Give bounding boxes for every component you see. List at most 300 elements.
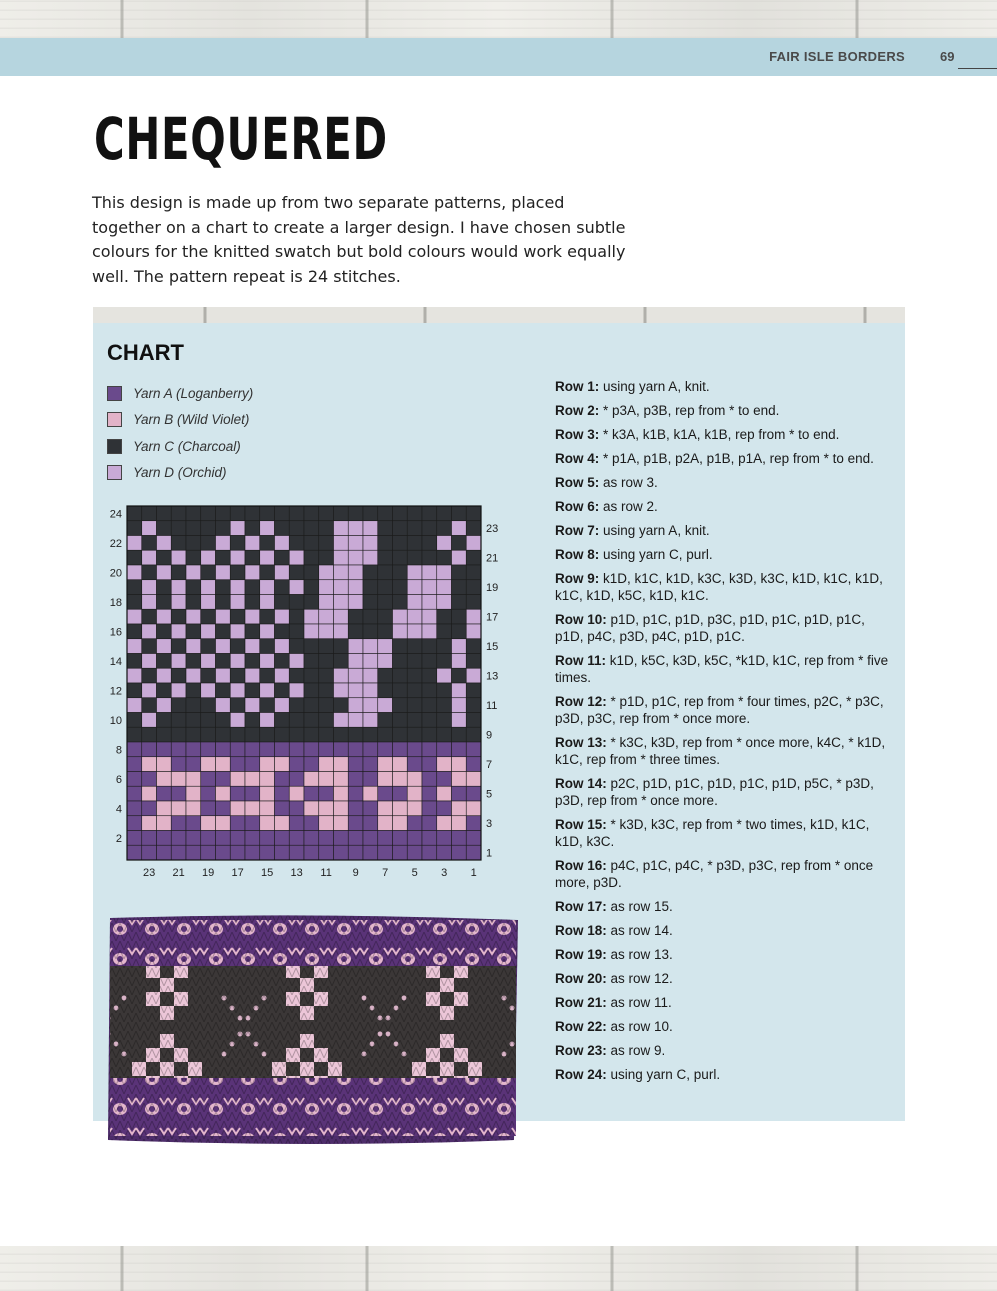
chart-cell (157, 683, 172, 698)
chart-cell (142, 713, 157, 728)
instruction-row (555, 474, 890, 491)
chart-cell (171, 727, 186, 742)
chart-cell (422, 639, 437, 654)
instruction-row-label: Row 21: (555, 995, 607, 1010)
chart-cell (157, 816, 172, 831)
chart-cell (363, 580, 378, 595)
instruction-row (555, 898, 890, 915)
chart-cell (142, 595, 157, 610)
chart-cell (127, 595, 142, 610)
chart-cell (466, 772, 481, 787)
chart-cell (171, 831, 186, 846)
chart-cell (304, 727, 319, 742)
chart-cell (422, 521, 437, 536)
column-label: 13 (290, 867, 303, 879)
chart-cell (393, 727, 408, 742)
chart-cell (452, 506, 467, 521)
chart-cell (201, 845, 216, 860)
instruction-row-label: Row 8: (555, 547, 600, 562)
chart-cell (378, 506, 393, 521)
chart-cell (378, 757, 393, 772)
chart-cell (378, 845, 393, 860)
chart-cell (304, 624, 319, 639)
chart-cell (157, 580, 172, 595)
instruction-row-text: as row 15. (606, 899, 673, 914)
chart-cell (466, 757, 481, 772)
chart-cell (289, 786, 304, 801)
chart-cell (363, 683, 378, 698)
chart-cell (437, 845, 452, 860)
chart-cell (216, 506, 231, 521)
chart-cell (334, 521, 349, 536)
instruction-row (555, 378, 890, 395)
chart-cell (245, 565, 260, 580)
chart-cell (422, 786, 437, 801)
chart-cell (171, 713, 186, 728)
chart-cell (157, 772, 172, 787)
legend-swatch (107, 465, 122, 480)
chart-cell (275, 786, 290, 801)
chart-cell (201, 831, 216, 846)
chart-cell (245, 668, 260, 683)
chart-cell (422, 683, 437, 698)
chart-cell (230, 772, 245, 787)
chart-cell (186, 668, 201, 683)
chart-cell (304, 742, 319, 757)
chart-cell (452, 831, 467, 846)
chart-cell (260, 845, 275, 860)
chart-cell (452, 786, 467, 801)
chart-cell (407, 668, 422, 683)
chart-cell (275, 713, 290, 728)
instruction-row-label: Row 18: (555, 923, 607, 938)
row-label-left: 20 (109, 567, 122, 580)
chart-cell (363, 521, 378, 536)
instruction-row-label: Row 20: (555, 971, 607, 986)
chart-cell (393, 816, 408, 831)
chart-cell (171, 668, 186, 683)
instruction-row (555, 816, 890, 850)
chart-cell (378, 565, 393, 580)
chart-cell (319, 639, 334, 654)
chart-cell (393, 668, 408, 683)
chart-cell (407, 654, 422, 669)
chart-cell (171, 536, 186, 551)
chart-cell (334, 683, 349, 698)
chart-cell (216, 698, 231, 713)
chart-cell (230, 506, 245, 521)
chart-cell (437, 801, 452, 816)
instruction-row-text: * p1D, p1C, rep from * four times, p2C, * p3C, p3D, p3C, rep from * once more. (555, 694, 884, 726)
legend-item-yarn-c (107, 433, 253, 460)
chart-cell (407, 831, 422, 846)
chart-cell (142, 698, 157, 713)
chart-cell (422, 845, 437, 860)
chart-cell (201, 816, 216, 831)
chart-cell (186, 624, 201, 639)
chart-cell (275, 609, 290, 624)
chart-cell (422, 550, 437, 565)
chart-cell (452, 845, 467, 860)
chart-cell (171, 683, 186, 698)
chart-cell (157, 801, 172, 816)
chart-cell (363, 550, 378, 565)
instruction-row-text: using yarn A, knit. (599, 523, 710, 538)
chart-cell (393, 698, 408, 713)
chart-cell (142, 727, 157, 742)
instruction-row (555, 426, 890, 443)
instruction-row-text: as row 10. (606, 1019, 673, 1034)
chart-cell (260, 772, 275, 787)
chart-cell (157, 506, 172, 521)
chart-cell (319, 595, 334, 610)
chart-cell (452, 609, 467, 624)
chart-cell (171, 595, 186, 610)
chart-cell (407, 565, 422, 580)
chart-cell (289, 713, 304, 728)
chart-cell (407, 772, 422, 787)
chart-cell (319, 786, 334, 801)
chart-cell (186, 713, 201, 728)
chart-cell (260, 713, 275, 728)
chart-cell (230, 683, 245, 698)
chart-cell (186, 654, 201, 669)
chart-cell (216, 713, 231, 728)
chart-cell (201, 683, 216, 698)
chart-cell (201, 580, 216, 595)
chart-cell (437, 698, 452, 713)
chart-cell (422, 831, 437, 846)
chart-cell (157, 565, 172, 580)
chart-cell (378, 742, 393, 757)
chart-cell (422, 536, 437, 551)
instruction-row-text: using yarn A, knit. (599, 379, 710, 394)
chart-cell (348, 624, 363, 639)
chart-cell (304, 595, 319, 610)
wood-background-top (0, 0, 997, 38)
chart-cell (289, 757, 304, 772)
instruction-row-text: p1D, p1C, p1D, p3C, p1D, p1C, p1D, p1C, p1D, p4C, p3D, p4C, p1D, p1C. (555, 612, 865, 644)
chart-cell (348, 595, 363, 610)
chart-cell (363, 698, 378, 713)
chart-cell (142, 654, 157, 669)
chart-cell (304, 757, 319, 772)
chart-cell (363, 757, 378, 772)
chart-cell (363, 831, 378, 846)
chart-cell (289, 683, 304, 698)
chart-cell (142, 772, 157, 787)
instruction-row-label: Row 19: (555, 947, 607, 962)
instruction-row (555, 994, 890, 1011)
instruction-row-text: as row 11. (606, 995, 672, 1010)
chart-cell (260, 683, 275, 698)
chart-cell (437, 831, 452, 846)
chart-cell (201, 521, 216, 536)
row-label-left: 4 (115, 803, 122, 816)
chart-cell (275, 595, 290, 610)
chart-cell (319, 845, 334, 860)
chart-cell (275, 550, 290, 565)
instruction-row (555, 450, 890, 467)
chart-cell (216, 609, 231, 624)
chart-cell (348, 727, 363, 742)
chart-cell (452, 816, 467, 831)
chart-cell (186, 609, 201, 624)
chart-cell (245, 786, 260, 801)
chart-cell (260, 506, 275, 521)
chart-cell (216, 521, 231, 536)
chart-cell (304, 801, 319, 816)
chart-cell (334, 668, 349, 683)
wood-background-bottom (0, 1246, 997, 1291)
chart-cell (186, 757, 201, 772)
chart-cell (378, 801, 393, 816)
chart-cell (157, 595, 172, 610)
legend-swatch (107, 412, 122, 427)
intro-paragraph: This design is made up from two separate patterns, placed together on a chart to create a larger design. I have chosen subtle colours for the knitted swatch but bold colours would work equally well. The pattern repeat is 24 stitches. (92, 193, 626, 286)
chart-cell (127, 536, 142, 551)
chart-cell (452, 536, 467, 551)
chart-cell (466, 801, 481, 816)
chart-cell (407, 757, 422, 772)
chart-cell (186, 698, 201, 713)
chart-cell (378, 536, 393, 551)
chart-cell (230, 654, 245, 669)
chart-cell (407, 683, 422, 698)
chart-cell (275, 580, 290, 595)
chart-cell (230, 713, 245, 728)
chart-cell (393, 757, 408, 772)
chart-cell (171, 772, 186, 787)
chart-cell (452, 801, 467, 816)
chart-cell (437, 757, 452, 772)
chart-cell (201, 506, 216, 521)
instruction-row-text: as row 14. (606, 923, 673, 938)
chart-cell (142, 801, 157, 816)
chart-cell (452, 668, 467, 683)
chart-cell (393, 506, 408, 521)
chart-cell (437, 624, 452, 639)
chart-cell (393, 536, 408, 551)
chart-cell (363, 609, 378, 624)
chart-cell (260, 595, 275, 610)
chart-cell (127, 801, 142, 816)
chart-cell (157, 609, 172, 624)
chart-cell (230, 845, 245, 860)
row-label-right: 11 (486, 700, 498, 713)
row-label-right: 19 (486, 582, 499, 595)
chart-cell (216, 580, 231, 595)
chart-cell (304, 713, 319, 728)
chart-cell (127, 831, 142, 846)
chart-cell (348, 506, 363, 521)
chart-cell (437, 727, 452, 742)
chart-cell (437, 521, 452, 536)
chart-cell (422, 595, 437, 610)
chart-cell (437, 565, 452, 580)
chart-cell (452, 595, 467, 610)
chart-cell (348, 565, 363, 580)
chart-cell (245, 654, 260, 669)
row-label-right: 7 (486, 759, 493, 772)
chart-cell (393, 565, 408, 580)
yarn-legend (107, 380, 253, 486)
chart-cell (348, 831, 363, 846)
chart-cell (201, 654, 216, 669)
chart-cell (363, 536, 378, 551)
chart-cell (260, 639, 275, 654)
chart-cell (275, 624, 290, 639)
chart-cell (437, 772, 452, 787)
chart-cell (275, 521, 290, 536)
chart-cell (334, 786, 349, 801)
chart-cell (216, 742, 231, 757)
column-label: 23 (143, 867, 156, 879)
chart-cell (201, 727, 216, 742)
chart-cell (452, 698, 467, 713)
chart-cell (157, 698, 172, 713)
chart-cell (171, 742, 186, 757)
chart-cell (466, 713, 481, 728)
chart-cell (466, 831, 481, 846)
chart-cell (171, 801, 186, 816)
chart-cell (157, 845, 172, 860)
chart-cell (260, 624, 275, 639)
chart-cell (452, 683, 467, 698)
instruction-row (555, 522, 890, 539)
chart-cell (260, 831, 275, 846)
chart-cell (304, 698, 319, 713)
chart-cell (275, 639, 290, 654)
instruction-row (555, 922, 890, 939)
chart-cell (230, 801, 245, 816)
chart-cell (363, 772, 378, 787)
chart-cell (127, 786, 142, 801)
chart-cell (363, 727, 378, 742)
chart-cell (378, 727, 393, 742)
chart-cell (260, 536, 275, 551)
chart-cell (186, 683, 201, 698)
chart-cell (422, 816, 437, 831)
row-label-right: 17 (486, 611, 499, 624)
chart-cell (393, 742, 408, 757)
row-label-left: 22 (109, 537, 122, 550)
chart-cell (304, 654, 319, 669)
chart-cell (304, 772, 319, 787)
chart-cell (334, 550, 349, 565)
chart-cell (260, 668, 275, 683)
chart-cell (157, 668, 172, 683)
chart-cell (407, 595, 422, 610)
chart-cell (334, 654, 349, 669)
chart-cell (171, 565, 186, 580)
chart-cell (186, 506, 201, 521)
chart-cell (407, 713, 422, 728)
chart-cell (186, 595, 201, 610)
chart-cell (157, 624, 172, 639)
chart-cell (466, 845, 481, 860)
chart-cell (319, 816, 334, 831)
chart-cell (230, 565, 245, 580)
instruction-row-text: p4C, p1C, p4C, * p3D, p3C, rep from * once more, p3D. (555, 858, 874, 890)
chart-cell (186, 845, 201, 860)
chart-cell (275, 801, 290, 816)
chart-cell (275, 772, 290, 787)
chart-cell (289, 801, 304, 816)
chart-cell (304, 816, 319, 831)
row-label-left: 12 (109, 685, 122, 698)
chart-cell (378, 668, 393, 683)
chart-cell (378, 639, 393, 654)
instruction-row (555, 498, 890, 515)
chart-cell (230, 624, 245, 639)
chart-cell (363, 801, 378, 816)
chart-cell (393, 831, 408, 846)
chart-cell (275, 506, 290, 521)
chart-cell (260, 565, 275, 580)
chart-cell (319, 713, 334, 728)
instruction-row-text: using yarn C, purl. (606, 1067, 721, 1082)
chart-cell (216, 639, 231, 654)
chart-cell (334, 757, 349, 772)
chart-cell (466, 550, 481, 565)
chart-cell (142, 624, 157, 639)
chart-cell (422, 668, 437, 683)
instruction-row-label: Row 4: (555, 451, 600, 466)
column-label: 19 (202, 867, 215, 879)
chart-cell (245, 595, 260, 610)
chart-cell (378, 698, 393, 713)
chart-cell (201, 639, 216, 654)
instruction-row-label: Row 24: (555, 1067, 607, 1082)
chart-cell (319, 801, 334, 816)
chart-cell (289, 816, 304, 831)
chart-cell (289, 624, 304, 639)
chart-cell (216, 624, 231, 639)
chart-cell (437, 654, 452, 669)
chart-cell (334, 639, 349, 654)
chart-cell (245, 506, 260, 521)
chart-cell (245, 845, 260, 860)
chart-cell (319, 506, 334, 521)
instruction-row-label: Row 11: (555, 653, 607, 668)
column-label: 5 (411, 867, 418, 879)
chart-cell (201, 624, 216, 639)
chart-cell (127, 668, 142, 683)
chart-cell (245, 831, 260, 846)
chart-cell (260, 550, 275, 565)
chart-cell (466, 742, 481, 757)
row-label-right: 9 (486, 729, 493, 742)
chart-cell (363, 742, 378, 757)
chart-cell (319, 624, 334, 639)
chart-cell (245, 816, 260, 831)
chart-cell (407, 506, 422, 521)
instruction-row (555, 734, 890, 768)
chart-cell (407, 742, 422, 757)
chart-cell (348, 521, 363, 536)
row-label-right: 21 (486, 552, 499, 565)
chart-cell (127, 580, 142, 595)
column-label: 7 (382, 867, 389, 879)
chart-cell (127, 565, 142, 580)
chart-cell (452, 727, 467, 742)
chart-cell (275, 727, 290, 742)
chart-cell (142, 565, 157, 580)
chart-cell (289, 609, 304, 624)
chart-cell (289, 654, 304, 669)
chart-cell (393, 550, 408, 565)
